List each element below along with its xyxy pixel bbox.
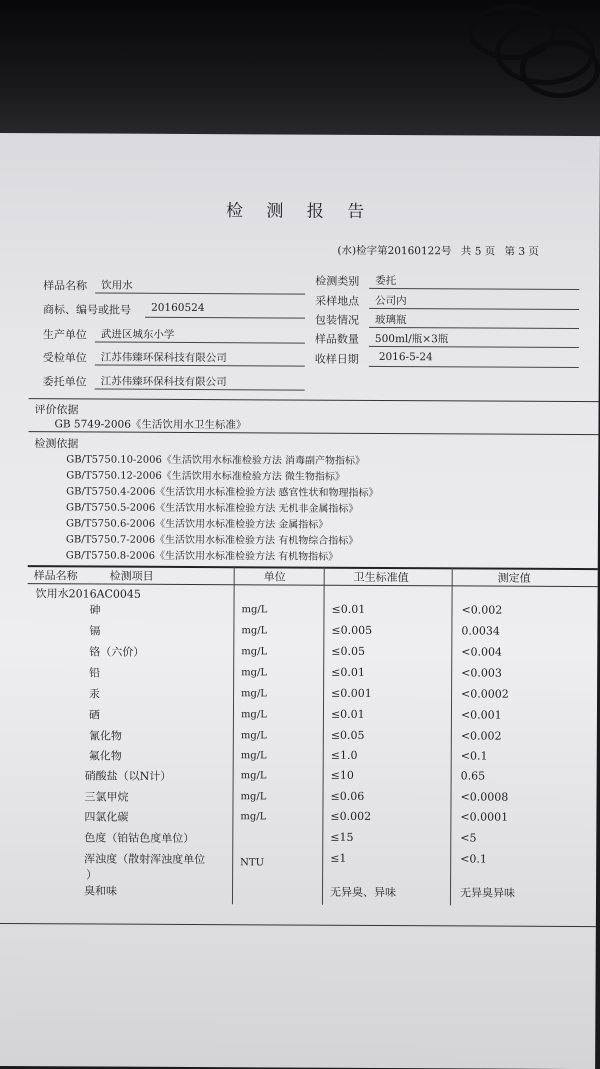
row-standard: ≤0.002 <box>330 809 372 823</box>
row-item: 镉 <box>89 624 101 638</box>
row-standard: ≤0.01 <box>331 665 365 679</box>
row-measured: <0.003 <box>461 666 502 680</box>
row-measured: <0.1 <box>460 749 488 763</box>
column-divider <box>322 567 325 905</box>
row-standard: ≤1 <box>330 851 347 865</box>
row-measured: <0.0002 <box>461 687 509 701</box>
sample-quantity-label: 样品数量 <box>314 332 359 346</box>
test-basis-item: GB/T5750.7-2006《生活饮用水标准检验方法 有机物综合指标》 <box>65 534 359 547</box>
test-basis-item: GB/T5750.10-2006《生活饮用水标准检验方法 消毒副产物指标》 <box>66 454 366 467</box>
trademark-label: 商标、编号或批号 <box>43 303 132 317</box>
row-standard: ≤0.01 <box>331 602 366 616</box>
row-item: 硝酸盐（以N计） <box>84 769 172 783</box>
report-number <box>337 243 545 259</box>
underline <box>369 327 579 329</box>
row-item: 氰化物 <box>88 729 122 743</box>
row-unit: mg/L <box>240 811 267 823</box>
test-basis-label: 检测依据 <box>34 437 79 451</box>
received-date-value: 2016-5-24 <box>378 350 433 364</box>
test-basis-item: GB/T5750.12-2006《生活饮用水标准检验方法 微生物指标》 <box>66 470 345 483</box>
row-unit: NTU <box>240 857 265 869</box>
row-standard: ≤0.001 <box>331 686 372 700</box>
packaging-label: 包装情况 <box>314 313 360 327</box>
sample-name-value: 饮用水 <box>101 279 133 292</box>
client-unit-value: 江苏伟臻环保科技有限公司 <box>100 375 227 389</box>
trademark-value: 20160524 <box>151 301 205 315</box>
sample-name-label: 样品名称 <box>43 279 88 293</box>
header-standard: 卫生标准值 <box>353 570 409 585</box>
header-test-item: 检测项目 <box>109 569 154 583</box>
row-standard: ≤15 <box>330 830 354 844</box>
row-item: 浑浊度（散射浑浊度单位 <box>84 852 206 867</box>
row-measured: 无异臭异味 <box>459 886 516 900</box>
row-item: 氟化物 <box>88 749 122 763</box>
row-standard: ≤0.005 <box>331 623 373 637</box>
row-unit: mg/L <box>240 730 267 742</box>
row-unit: mg/L <box>240 770 267 782</box>
test-type-value: 委托 <box>375 274 397 288</box>
row-item: 四氯化碳 <box>84 810 129 824</box>
evaluation-basis-label: 评价依据 <box>34 403 79 417</box>
row-measured: <0.002 <box>460 729 502 743</box>
table-bottom-border <box>0 923 596 927</box>
underline <box>369 366 579 368</box>
header-sample-name: 样品名称 <box>33 569 78 583</box>
underline <box>369 346 579 348</box>
row-unit: mg/L <box>241 688 268 700</box>
sampling-location-label: 采样地点 <box>315 294 360 308</box>
report-code: (水)检字第20160122号 <box>337 244 452 258</box>
row-item: 铬（六价） <box>89 645 145 659</box>
test-basis-item: GB/T5750.6-2006《生活饮用水标准检验方法 金属指标》 <box>65 518 329 531</box>
row-measured: 0.0034 <box>461 624 500 638</box>
sampling-location-value: 公司内 <box>375 294 407 308</box>
row-measured: <0.004 <box>461 645 503 659</box>
header-measured: 测定值 <box>497 571 531 585</box>
test-basis-item: GB/T5750.8-2006《生活饮用水标准检验方法 有机物指标》 <box>65 550 339 563</box>
cable-coil <box>520 40 600 98</box>
row-measured: <5 <box>460 831 477 845</box>
row-standard: ≤0.05 <box>331 644 366 658</box>
row-unit: mg/L <box>241 667 268 679</box>
test-basis-item: GB/T5750.5-2006《生活饮用水标准检验方法 无机非金属指标》 <box>66 502 359 515</box>
row-standard: 无异臭、异味 <box>329 885 397 900</box>
row-measured: <0.1 <box>460 852 487 866</box>
row-item: 汞 <box>89 687 101 701</box>
underline <box>369 288 579 290</box>
sample-quantity-value: 500ml/瓶×3瓶 <box>374 332 449 346</box>
row-item: 臭和味 <box>83 884 118 898</box>
page-current: 第 3 页 <box>504 245 539 258</box>
row-unit: mg/L <box>241 646 268 658</box>
test-type-label: 检测类别 <box>315 274 360 288</box>
row-unit: mg/L <box>241 625 268 637</box>
packaging-value: 玻璃瓶 <box>374 313 407 327</box>
row-standard: ≤1.0 <box>330 748 358 762</box>
test-basis-item: GB/T5750.4-2006《生活饮用水标准检验方法 感官性状和物理指标》 <box>66 486 379 499</box>
row-unit: mg/L <box>241 604 268 616</box>
received-date-label: 收样日期 <box>314 352 359 366</box>
underline <box>95 364 305 366</box>
underline <box>95 293 305 295</box>
row-standard: ≤0.01 <box>330 707 365 721</box>
row-item: 铅 <box>89 666 101 680</box>
page-total: 共 5 页 <box>460 245 496 258</box>
header-unit: 单位 <box>263 570 286 584</box>
row-standard: ≤10 <box>330 768 354 782</box>
underline <box>95 341 305 343</box>
inspected-unit-label: 受检单位 <box>42 351 87 365</box>
sample-id: 饮用水2016AC0045 <box>35 587 141 601</box>
row-measured: <0.002 <box>461 603 503 617</box>
row-measured: <0.0008 <box>460 790 509 804</box>
column-divider <box>450 567 453 905</box>
row-unit: mg/L <box>240 709 267 721</box>
row-item: 砷 <box>89 603 101 617</box>
underline <box>369 308 579 310</box>
row-unit: mg/L <box>240 750 267 762</box>
evaluation-standard: GB 5749-2006《生活饮用水卫生标准》 <box>54 418 247 432</box>
row-item: 色度（铂钴色度单位） <box>84 831 195 846</box>
row-standard: ≤0.05 <box>330 728 365 742</box>
divider <box>28 431 598 435</box>
client-unit-label: 委托单位 <box>42 375 87 389</box>
row-measured: <0.0001 <box>460 810 509 824</box>
row-item: 三氯甲烷 <box>84 790 129 804</box>
underline <box>145 317 305 319</box>
row-unit: mg/L <box>240 791 267 803</box>
row-standard: ≤0.06 <box>330 789 365 803</box>
row-measured: 0.65 <box>460 769 486 783</box>
inspected-unit-value: 江苏伟臻环保科技有限公司 <box>100 351 227 365</box>
divider <box>29 398 599 402</box>
column-divider <box>232 566 235 904</box>
row-item: 硒 <box>88 708 100 722</box>
report-title: 检 测 报 告 <box>225 201 374 222</box>
row-item-continued: ） <box>86 868 98 882</box>
underline <box>95 388 305 390</box>
row-measured: <0.001 <box>460 708 502 722</box>
producer-value: 武进区城东小学 <box>100 328 175 341</box>
producer-label: 生产单位 <box>42 328 87 342</box>
report-paper <box>0 133 600 1069</box>
